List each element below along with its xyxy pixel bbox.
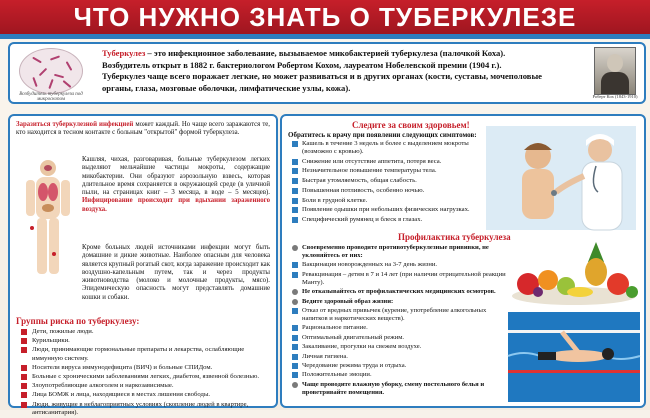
- list-item: Положительные эмоции.: [292, 371, 512, 379]
- list-item: Снижение или отсутствие аппетита, потеря веса.: [292, 158, 484, 166]
- symptoms-intro: Обратитесь к врачу при появлении следующих симптомов:: [288, 131, 477, 139]
- definition-keyword: Туберкулез: [102, 48, 146, 58]
- health-panel: [280, 114, 646, 408]
- swimmer-image: [508, 312, 640, 402]
- list-item: Отказ от вредных привычек (курение, употребление алкогольных напитков и наркотических веществ).: [292, 307, 512, 323]
- intro-panel: [8, 42, 646, 104]
- list-item: Быстрая утомляемость, общая слабость.: [292, 177, 484, 185]
- microscope-image: [19, 48, 83, 94]
- list-item: Больные с хроническими заболеваниями легких, диабетом, язвенной болезнью.: [20, 373, 270, 381]
- prevention-list: [292, 244, 512, 398]
- animals-paragraph: Кроме больных людей источниками инфекции могут быть домашние и дикие животные. Наиболее опасным для человека является крупный рогатый скот, когда заражение происходит как воздушно-капельным путем, так и через продукты животноводства (молоко и молочные продукты, мясо). Эпидемическую опасность могут представлять домашние кошки и собаки.: [82, 244, 270, 301]
- symptoms-list: [292, 140, 484, 226]
- infection-paragraph: Заразиться туберкулезной инфекцией может каждый. Но чаще всего заражаются те, кто находится в тесном контакте с больным "открытой" формой туберкулеза.: [16, 121, 270, 137]
- definition-text: – это инфекционное заболевание, вызываемое микобактерией туберкулеза (палочкой Коха).: [145, 48, 506, 58]
- list-item: Боли в грудной клетке.: [292, 197, 484, 205]
- list-item: Кашель в течение 3 недель и более с выделением мокроты (возможно с кровью).: [292, 140, 484, 156]
- list-item: Специфический румянец и блеск в глазах.: [292, 216, 484, 224]
- list-item: Дети, пожилые люди.: [20, 328, 270, 336]
- transmission-paragraph: Кашляя, чихая, разговаривая, больные туберкулезом легких выделяют мельчайшие частицы мокроты, содержащие микобактерии. Они образуют аэрозольную взвесь, которая длительное время сохраняется в окружающей среде (в уличной пыли, на страницах книг – 3 месяца, в воде – 5 месяцев). Инфицирование происходит при вдыхании зараженного воздуха.: [82, 156, 270, 213]
- list-item: Не отказывайтесь от профилактических медицинских осмотров.: [292, 288, 512, 296]
- list-item: Чаще проводите влажную уборку, смену постельного белья и проветривайте помещения.: [292, 381, 512, 397]
- list-item: Носители вируса иммунодефицита (ВИЧ) и больные СПИДом.: [20, 364, 270, 372]
- discovery-text: Возбудитель открыт в 1882 г. бактериологом Робертом Кохом, лауреатом Нобелевской премии (1904 г.).: [102, 59, 502, 70]
- portrait-caption: Роберт Кох (1843-1910): [592, 94, 638, 99]
- list-item: Чередование режима труда и отдыха.: [292, 362, 512, 370]
- list-item: Ведите здоровый образ жизни:: [292, 298, 512, 306]
- intro-text: [102, 48, 562, 94]
- list-item: Личная гигиена.: [292, 353, 512, 361]
- organs-text: Туберкулез чаще всего поражает легкие, но может развиваться и в других органах (кости, суставы, мочеполовые органы, глаза, мозговые оболочки, лимфатические узлы, кожа).: [102, 71, 542, 93]
- health-title: Следите за своим здоровьем!: [352, 120, 470, 130]
- page-title: ЧТО НУЖНО ЗНАТЬ О ТУБЕРКУЛЕЗЕ: [0, 0, 650, 34]
- list-item: Курильщики.: [20, 337, 270, 345]
- healthy-food-image: [508, 236, 640, 306]
- list-item: Злоупотребляющие алкоголем и наркозависимые.: [20, 382, 270, 390]
- risk-groups-list: [20, 328, 270, 418]
- list-item: Люди, живущие в неблагоприятных условиях (скопление людей в квартире, антисанитария).: [20, 401, 270, 417]
- image-caption: Возбудитель туберкулеза под микроскопом: [19, 92, 83, 102]
- infection-panel: [8, 114, 278, 416]
- list-item: Лица БОМЖ и лица, находящиеся в местах лишения свободы.: [20, 391, 270, 399]
- list-item: Рациональное питание.: [292, 324, 512, 332]
- risk-groups-title: Группы риска по туберкулезу:: [16, 316, 140, 326]
- list-item: Оптимальный двигательный режим.: [292, 334, 512, 342]
- doctor-child-image: [486, 126, 636, 230]
- list-item: Люди, принимающие гормональные препараты и лекарства, ослабляющие иммунную систему.: [20, 346, 270, 362]
- list-item: Закаливание, прогулки на свежем воздухе.: [292, 343, 512, 351]
- list-item: Повышенная потливость, особенно ночью.: [292, 187, 484, 195]
- title-divider: [0, 34, 650, 39]
- list-item: Вакцинация новорожденных на 3-7 день жизни.: [292, 261, 512, 269]
- list-item: Незначительное повышение температуры тела.: [292, 167, 484, 175]
- list-item: Ревакцинация – детям в 7 и 14 лет (при наличии отрицательной реакции Манту).: [292, 271, 512, 287]
- prevention-title: Профилактика туберкулеза: [398, 232, 511, 242]
- human-body-illustration: [18, 158, 78, 276]
- portrait-image: [594, 47, 636, 95]
- list-item: Появление одышки при небольших физических нагрузках.: [292, 206, 484, 214]
- list-item: Своевременно проводите противотуберкулезные прививки, не уклоняйтесь от них:: [292, 244, 512, 260]
